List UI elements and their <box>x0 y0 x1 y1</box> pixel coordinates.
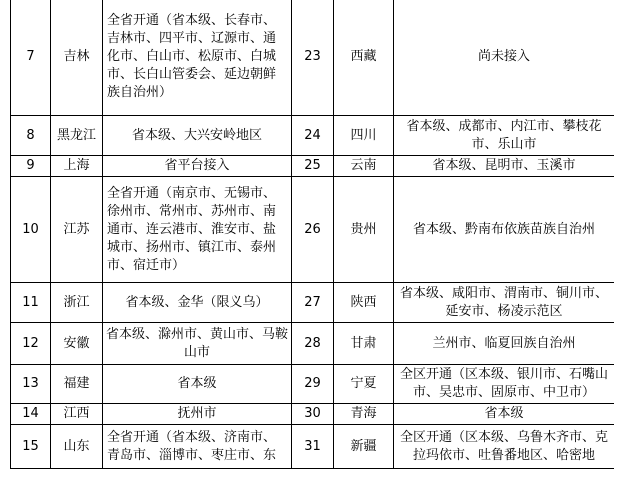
row-number: 29 <box>292 365 334 404</box>
row-number: 15 <box>11 425 51 469</box>
province-name: 西藏 <box>334 0 394 116</box>
access-detail: 抚州市 <box>103 404 292 425</box>
province-name: 四川 <box>334 116 394 156</box>
row-number: 11 <box>11 283 51 323</box>
access-detail: 全省开通（省本级、济南市、青岛市、淄博市、枣庄市、东 <box>103 425 292 469</box>
access-detail: 省本级、昆明市、玉溪市 <box>394 156 615 177</box>
table-row <box>11 0 615 116</box>
table-row <box>11 283 615 323</box>
table-row <box>11 365 615 404</box>
province-name: 吉林 <box>51 0 103 116</box>
province-name: 新疆 <box>334 425 394 469</box>
province-name: 青海 <box>334 404 394 425</box>
access-detail: 省本级、咸阳市、渭南市、铜川市、延安市、杨凌示范区 <box>394 283 615 323</box>
access-detail: 省本级 <box>394 404 615 425</box>
access-detail: 全省开通（南京市、无锡市、徐州市、常州市、苏州市、南通市、连云港市、淮安市、盐城市、扬州市、镇江市、泰州市、宿迁市） <box>103 177 292 283</box>
access-detail: 省本级 <box>103 365 292 404</box>
row-number: 25 <box>292 156 334 177</box>
province-name: 福建 <box>51 365 103 404</box>
row-number: 13 <box>11 365 51 404</box>
province-name: 江苏 <box>51 177 103 283</box>
table-row <box>11 156 615 177</box>
table-row <box>11 425 615 469</box>
province-name: 黑龙江 <box>51 116 103 156</box>
province-name: 陕西 <box>334 283 394 323</box>
row-number: 8 <box>11 116 51 156</box>
row-number: 31 <box>292 425 334 469</box>
row-number: 27 <box>292 283 334 323</box>
province-name: 贵州 <box>334 177 394 283</box>
access-detail: 全省开通（省本级、长春市、吉林市、四平市、辽源市、通化市、白山市、松原市、白城市、长白山管委会、延边朝鲜族自治州） <box>103 0 292 116</box>
row-number: 10 <box>11 177 51 283</box>
province-access-table <box>10 0 614 469</box>
province-name: 浙江 <box>51 283 103 323</box>
access-detail: 省本级、金华（限义乌） <box>103 283 292 323</box>
row-number: 14 <box>11 404 51 425</box>
table-row <box>11 323 615 365</box>
row-number: 26 <box>292 177 334 283</box>
row-number: 28 <box>292 323 334 365</box>
row-number: 30 <box>292 404 334 425</box>
row-number: 7 <box>11 0 51 116</box>
table-row <box>11 404 615 425</box>
province-name: 宁夏 <box>334 365 394 404</box>
row-number: 24 <box>292 116 334 156</box>
access-detail: 兰州市、临夏回族自治州 <box>394 323 615 365</box>
access-detail: 全区开通（区本级、乌鲁木齐市、克拉玛依市、吐鲁番地区、哈密地 <box>394 425 615 469</box>
access-detail: 省本级、大兴安岭地区 <box>103 116 292 156</box>
access-detail: 省本级、成都市、内江市、攀枝花市、乐山市 <box>394 116 615 156</box>
table-row <box>11 116 615 156</box>
province-name: 甘肃 <box>334 323 394 365</box>
access-detail: 省本级、滁州市、黄山市、马鞍山市 <box>103 323 292 365</box>
row-number: 23 <box>292 0 334 116</box>
row-number: 9 <box>11 156 51 177</box>
province-name: 江西 <box>51 404 103 425</box>
province-table-container <box>10 0 614 482</box>
access-detail: 尚未接入 <box>394 0 615 116</box>
table-row <box>11 177 615 283</box>
access-detail: 省本级、黔南布依族苗族自治州 <box>394 177 615 283</box>
province-name: 安徽 <box>51 323 103 365</box>
row-number: 12 <box>11 323 51 365</box>
province-name: 山东 <box>51 425 103 469</box>
province-name: 云南 <box>334 156 394 177</box>
access-detail: 全区开通（区本级、银川市、石嘴山市、吴忠市、固原市、中卫市） <box>394 365 615 404</box>
province-name: 上海 <box>51 156 103 177</box>
access-detail: 省平台接入 <box>103 156 292 177</box>
